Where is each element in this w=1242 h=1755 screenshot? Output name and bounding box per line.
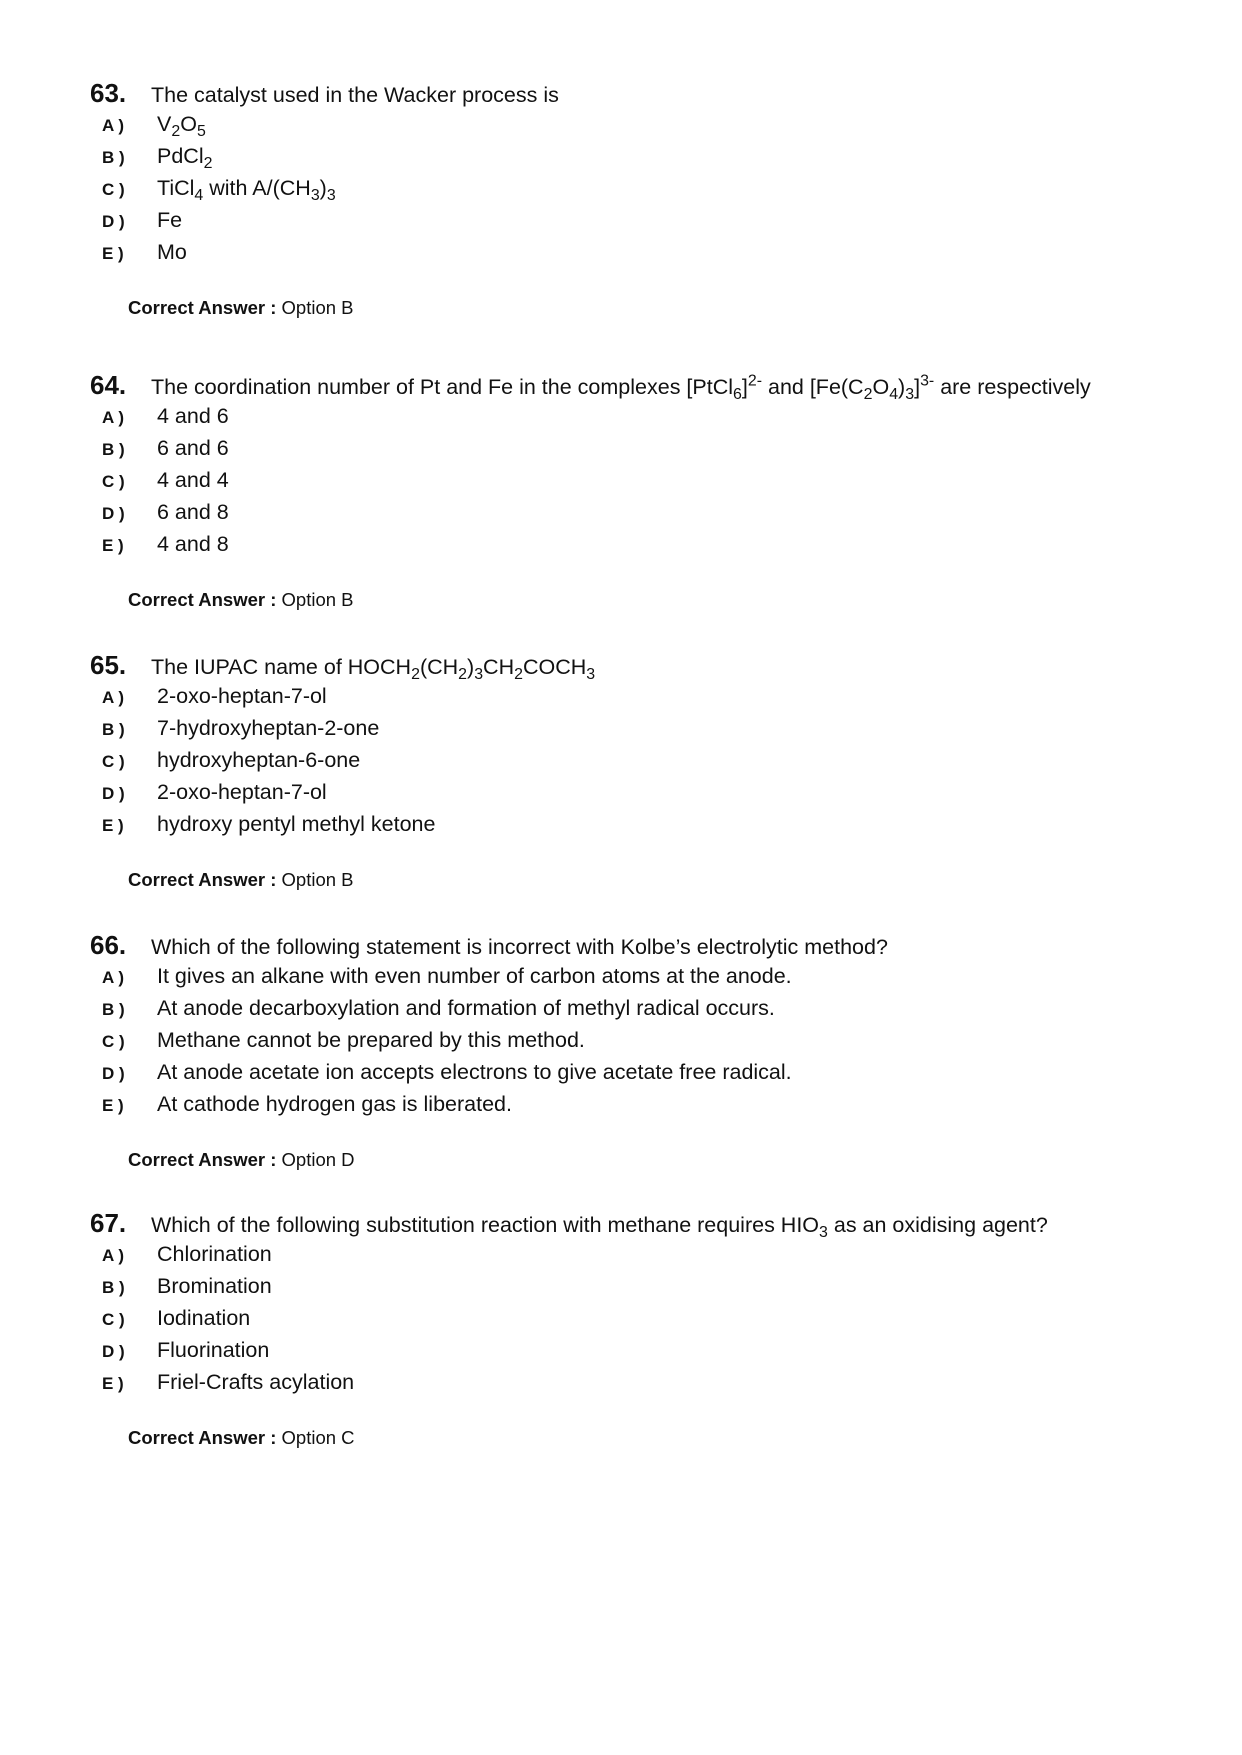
option-a — [90, 1242, 1210, 1274]
option-text: 6 and 8 — [157, 500, 229, 524]
option-label: C ) — [102, 1032, 125, 1051]
option-e — [90, 1370, 1210, 1402]
question-63 — [90, 78, 1210, 319]
option-label: D ) — [102, 1064, 125, 1083]
option-a — [90, 684, 1210, 716]
option-text: Methane cannot be prepared by this method. — [157, 1028, 585, 1052]
option-label: C ) — [102, 752, 125, 771]
option-b — [90, 144, 1210, 176]
option-label: B ) — [102, 1000, 125, 1019]
question-64 — [90, 370, 1210, 611]
question-number: 66. — [90, 930, 127, 960]
option-label: A ) — [102, 1246, 125, 1265]
option-e — [90, 240, 1210, 272]
option-c — [90, 468, 1210, 500]
option-e — [90, 532, 1210, 564]
option-b — [90, 996, 1210, 1028]
option-text: Fe — [157, 208, 183, 232]
option-d — [90, 1338, 1210, 1370]
question-65 — [90, 650, 1210, 891]
option-label: E ) — [102, 536, 124, 555]
option-text: Mo — [157, 240, 187, 264]
option-text: At cathode hydrogen gas is liberated. — [157, 1092, 512, 1116]
option-label: B ) — [102, 1278, 125, 1297]
option-e — [90, 812, 1210, 844]
option-d — [90, 780, 1210, 812]
option-text: 4 and 6 — [157, 404, 229, 428]
option-e — [90, 1092, 1210, 1124]
option-label: A ) — [102, 968, 125, 987]
option-text: Friel-Crafts acylation — [157, 1370, 355, 1394]
option-text: It gives an alkane with even number of carbon atoms at the anode. — [157, 964, 792, 988]
option-label: C ) — [102, 472, 125, 491]
option-label: C ) — [102, 1310, 125, 1329]
option-text: Iodination — [157, 1306, 251, 1330]
option-label: D ) — [102, 504, 125, 523]
question-66 — [90, 930, 1210, 1171]
option-text: Bromination — [157, 1274, 272, 1298]
option-text: Fluorination — [157, 1338, 270, 1362]
option-text: Chlorination — [157, 1242, 272, 1266]
correct-answer: Correct Answer : Option C — [128, 1427, 355, 1448]
option-text: TiCl$_4$ with $A/(CH_3)_3$ — [157, 176, 336, 205]
option-label: D ) — [102, 212, 125, 231]
option-label: E ) — [102, 816, 124, 835]
option-text: 2-oxo-heptan-7-ol — [157, 780, 327, 804]
option-text: 7-hydroxyheptan-2-one — [157, 716, 380, 740]
option-label: E ) — [102, 244, 124, 263]
correct-answer: Correct Answer : Option B — [128, 589, 354, 610]
option-label: C ) — [102, 180, 125, 199]
option-c — [90, 1306, 1210, 1338]
question-number: 63. — [90, 78, 127, 108]
question-text: Which of the following statement is incorrect with Kolbe’s electrolytic method? — [151, 935, 888, 959]
option-label: B ) — [102, 148, 125, 167]
option-text: At anode decarboxylation and formation of methyl radical occurs. — [157, 996, 775, 1020]
question-number: 65. — [90, 650, 127, 680]
question-text: The catalyst used in the Wacker process is — [151, 83, 559, 107]
option-b — [90, 716, 1210, 748]
correct-answer: Correct Answer : Option B — [128, 869, 354, 890]
option-b — [90, 436, 1210, 468]
option-label: A ) — [102, 688, 125, 707]
question-text: Which of the following substitution reaction with methane requires $HIO_3$ as an oxidising agent? — [151, 1213, 1048, 1242]
option-label: B ) — [102, 440, 125, 459]
question-67 — [90, 1208, 1210, 1449]
option-d — [90, 1060, 1210, 1092]
option-a — [90, 404, 1210, 436]
option-label: A ) — [102, 408, 125, 427]
question-number: 64. — [90, 370, 127, 400]
option-label: A ) — [102, 116, 125, 135]
option-a — [90, 112, 1210, 144]
option-label: B ) — [102, 720, 125, 739]
question-number: 67. — [90, 1208, 127, 1238]
option-label: D ) — [102, 784, 125, 803]
option-text: At anode acetate ion accepts electrons to give acetate free radical. — [157, 1060, 792, 1084]
question-text: The IUPAC name of $HOCH_2(CH_2)_3CH_2COCH_3$ — [151, 655, 596, 684]
option-text: hydroxy pentyl methyl ketone — [157, 812, 436, 836]
option-c — [90, 748, 1210, 780]
option-label: D ) — [102, 1342, 125, 1361]
question-text: The coordination number of Pt and Fe in the complexes [PtCl$_6$]$^{2-}$ and $[Fe(C_2O_4)_3]^{3-}$ are respectively — [151, 372, 1091, 404]
option-b — [90, 1274, 1210, 1306]
option-c — [90, 176, 1210, 208]
option-text: $V_2O_5$ — [157, 112, 206, 141]
option-text: 6 and 6 — [157, 436, 229, 460]
option-label: E ) — [102, 1096, 124, 1115]
option-a — [90, 964, 1210, 996]
option-d — [90, 208, 1210, 240]
option-text: hydroxyheptan-6-one — [157, 748, 361, 772]
option-text: PdCl$_2$ — [157, 144, 213, 173]
option-text: 2-oxo-heptan-7-ol — [157, 684, 327, 708]
correct-answer: Correct Answer : Option D — [128, 1149, 355, 1170]
option-text: 4 and 8 — [157, 532, 229, 556]
option-label: E ) — [102, 1374, 124, 1393]
option-c — [90, 1028, 1210, 1060]
option-text: 4 and 4 — [157, 468, 229, 492]
correct-answer: Correct Answer : Option B — [128, 297, 354, 318]
option-d — [90, 500, 1210, 532]
